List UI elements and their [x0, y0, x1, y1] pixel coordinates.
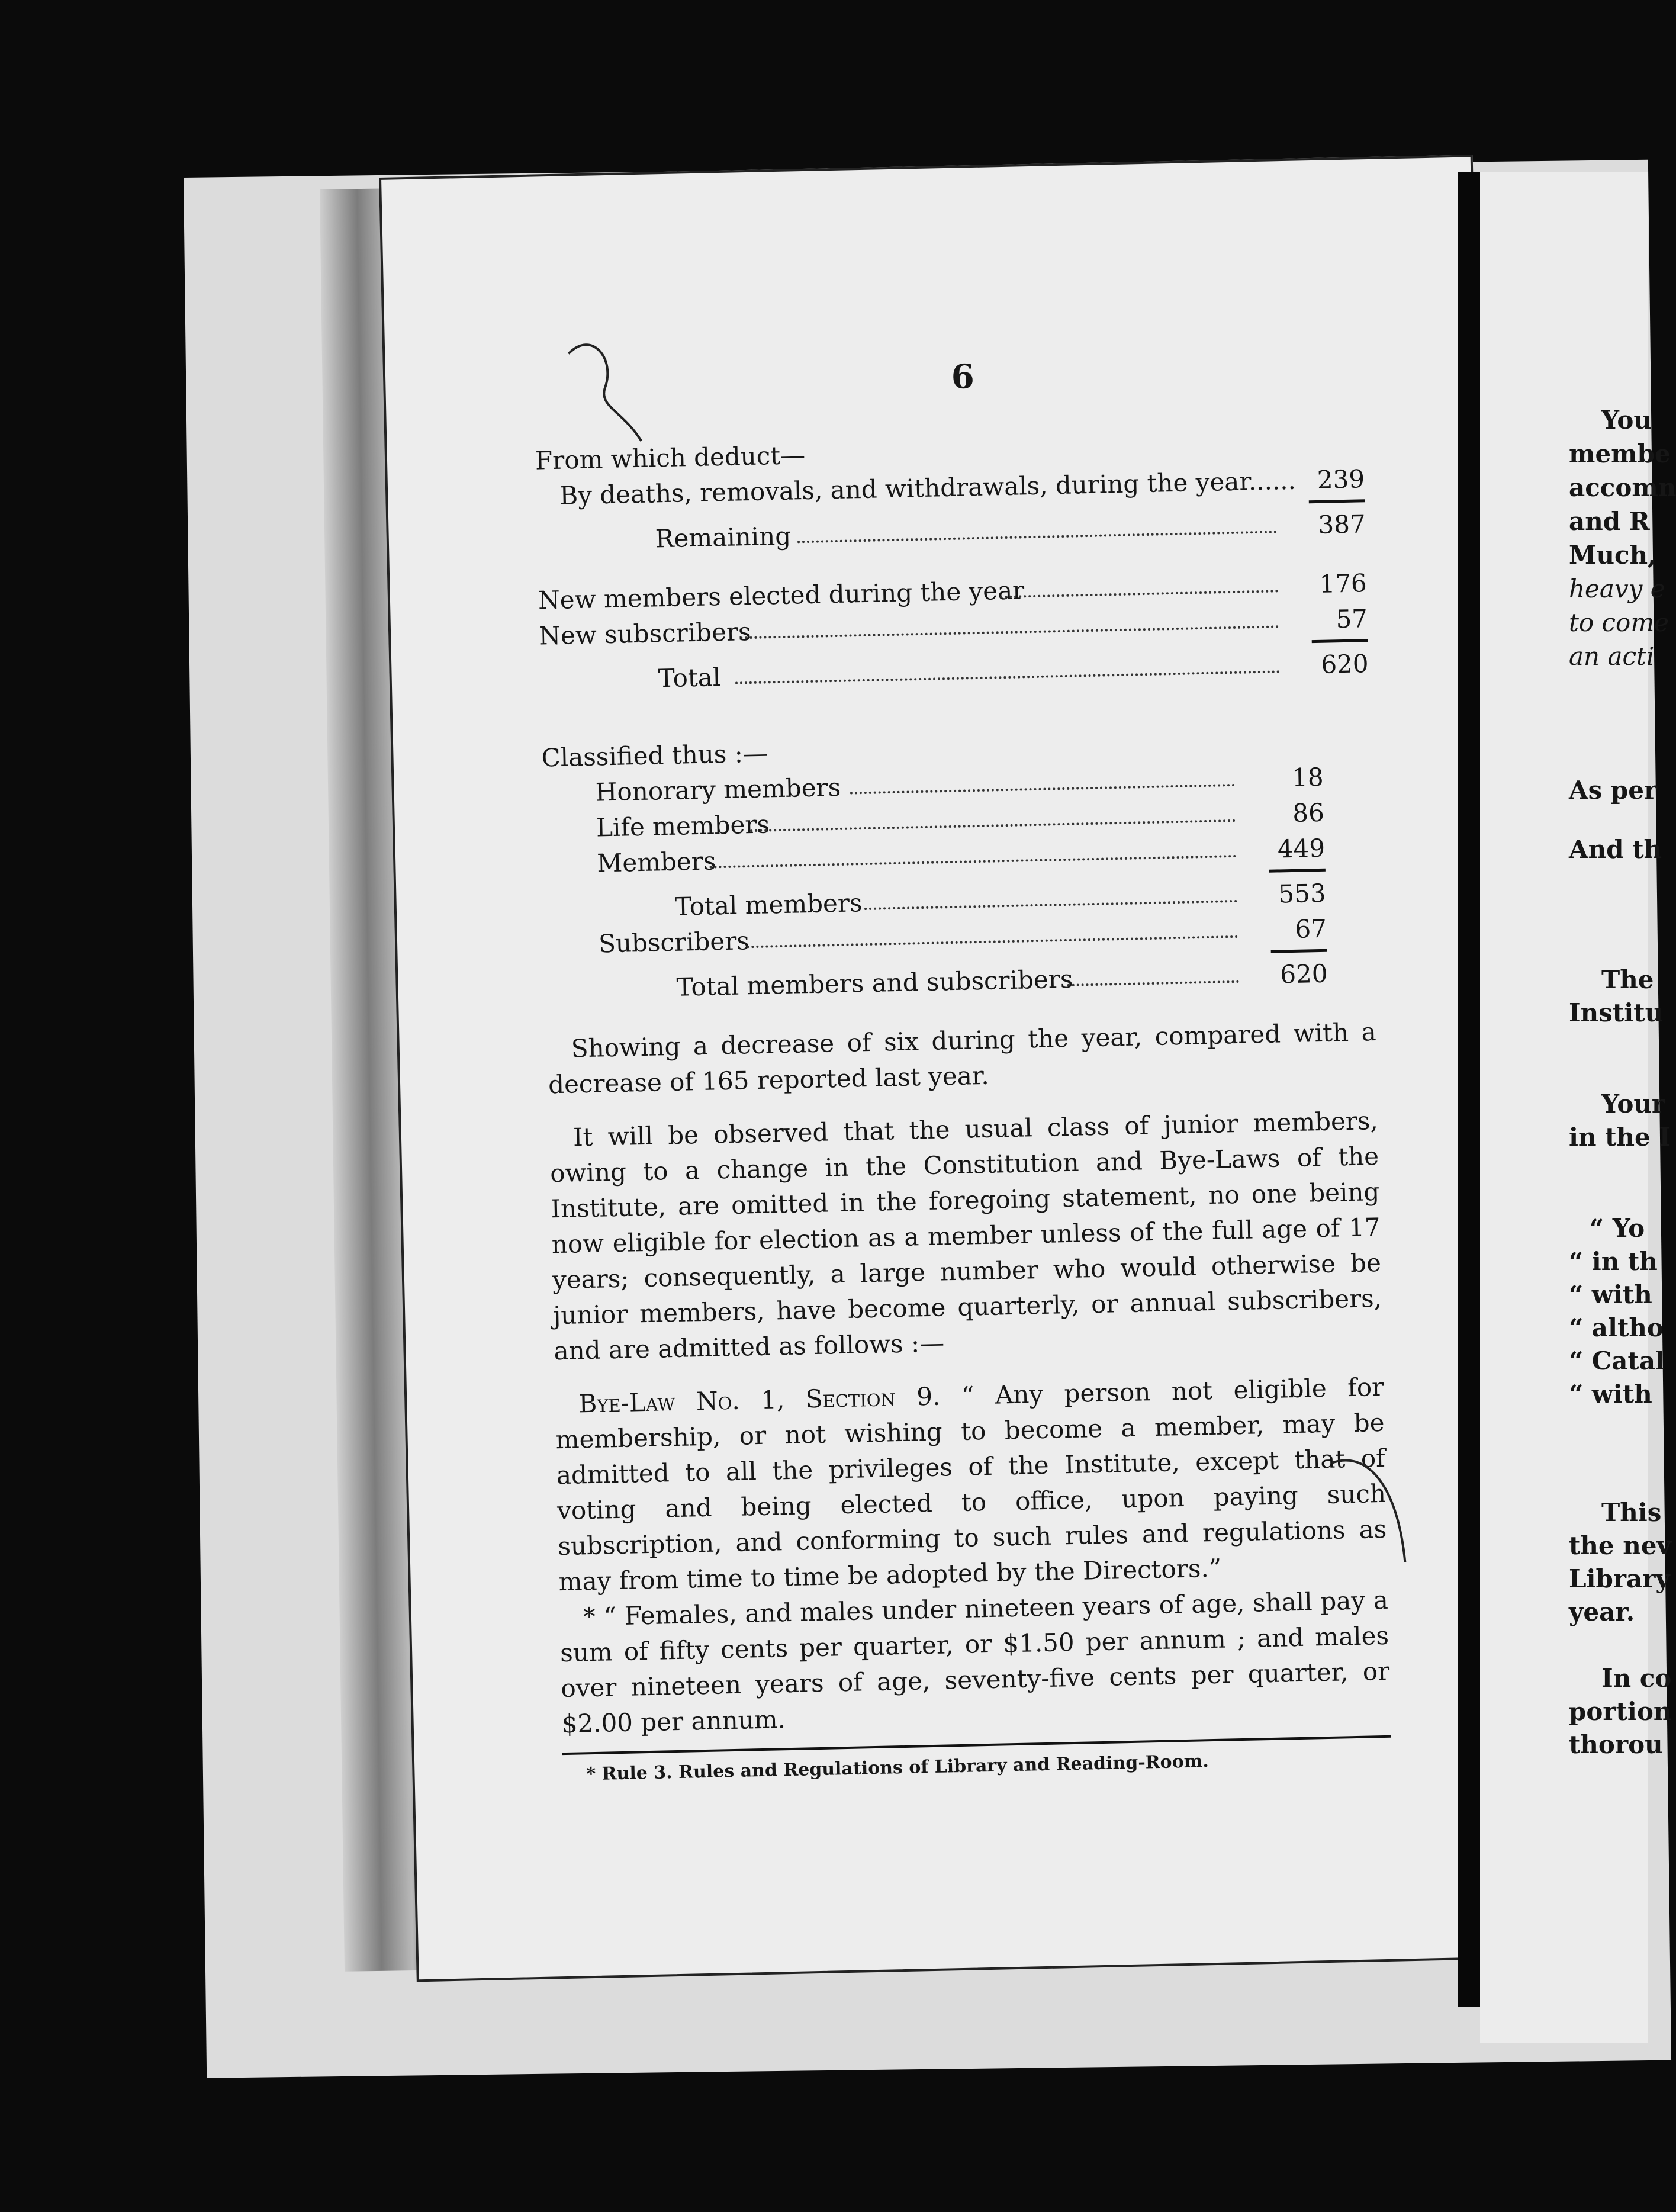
- fragment-line: an acti: [1569, 642, 1655, 671]
- fragment-line: As per: [1569, 776, 1658, 805]
- classified-heading: Classified thus :—: [541, 738, 768, 773]
- deductions-row: By deaths, removals, and withdrawals, during the year...... 239: [559, 464, 1365, 510]
- fragment-line: “ Catal: [1569, 1346, 1665, 1375]
- fragment-line: year.: [1569, 1597, 1635, 1626]
- sum-rule: [1269, 869, 1326, 873]
- fragment-line: portion: [1569, 1697, 1672, 1726]
- fragment-line: In co: [1601, 1664, 1672, 1693]
- total-members-and-subscribers-row: Total members and subscribers 620: [676, 959, 1328, 1002]
- byelaw-label: Bye-Law No. 1, Section 9.: [578, 1381, 941, 1419]
- remaining-row: Remaining 387: [655, 509, 1366, 554]
- rule-quote: * “ Females, and males under nineteen years of age, shall pay a sum of fifty cents per quarter, or $1.50 per annum ; and males over nineteen years of age, seventy-five cents per quarter, or $2.00 per annum.: [559, 1585, 1390, 1739]
- members-row: Members 449: [596, 833, 1326, 878]
- fragment-line: And th: [1569, 835, 1662, 864]
- pen-scribble: [1331, 1449, 1417, 1570]
- fragment-line: accomn: [1569, 473, 1676, 502]
- fragment-line: to come: [1569, 608, 1669, 637]
- fragment-line: “ with: [1569, 1280, 1652, 1309]
- sum-rule: [1271, 949, 1327, 953]
- book-gutter: [1458, 172, 1480, 2007]
- footnote: * Rule 3. Rules and Regulations of Library and Reading-Room.: [586, 1751, 1209, 1785]
- fragment-line: Much,: [1569, 541, 1656, 570]
- decrease-paragraph: Showing a decrease of six during the year, compared with a decrease of 165 reported last year.: [548, 1017, 1377, 1099]
- left-page: [379, 155, 1510, 1982]
- fragment-line: “ Yo: [1590, 1214, 1645, 1243]
- fragment-line: The: [1601, 965, 1654, 994]
- fragment-line: “ altho: [1569, 1313, 1664, 1342]
- fragment-line: heavy e: [1569, 574, 1665, 603]
- fragment-line: Your: [1601, 1089, 1665, 1118]
- sum-rule: [1312, 639, 1368, 643]
- new-members-row: New members elected during the year 176: [538, 568, 1368, 615]
- fragment-line: This: [1601, 1498, 1662, 1527]
- pen-scribble: [556, 334, 654, 454]
- fragment-line: membe: [1569, 439, 1671, 468]
- new-subscribers-row: New subscribers 57: [538, 604, 1368, 651]
- deduct-heading: From which deduct—: [535, 441, 806, 475]
- total-row: Total 620: [658, 649, 1369, 693]
- sum-rule: [1309, 499, 1365, 503]
- fragment-line: the nev: [1569, 1531, 1671, 1560]
- page-number: 6: [951, 357, 975, 397]
- fragment-line: “ with: [1569, 1380, 1652, 1409]
- fragment-line: Library: [1569, 1564, 1670, 1593]
- fragment-line: in the I: [1569, 1123, 1671, 1152]
- byelaw-quote: [555, 1369, 1388, 1600]
- life-members-row: Life members 86: [596, 798, 1325, 843]
- observation-paragraph: It will be observed that the usual class of junior members, owing to a change in the Constitution and Bye-Laws of the Institute, are omitted in the foregoing statement, no one being now eligible for election as a member unless of the full age of 17 years; consequently, a large number who would otherwise be junior members, have become quarterly, or annual subscribers, and are admitted as follows :—: [549, 1106, 1382, 1366]
- fragment-line: thorou: [1569, 1730, 1663, 1759]
- fragment-line: You: [1601, 406, 1652, 435]
- report-table: [535, 426, 1391, 1787]
- total-members-row: Total members 553: [674, 878, 1327, 921]
- subscribers-row: Subscribers 67: [598, 914, 1327, 959]
- honorary-row: Honorary members 18: [595, 762, 1324, 807]
- fragment-line: “ in th: [1569, 1247, 1658, 1276]
- right-page-fragment: [1480, 172, 1676, 2043]
- byelaw-text: “ Any person not eligible for membership, or not wishing to become a member, may be admitted to all the privileges of the Institute, except that of voting and being elected to office, upon paying such subscription, and conforming to such rules and regulations as may from time to time be adopted by the Directors.”: [555, 1372, 1387, 1597]
- fragment-line: and R: [1569, 507, 1650, 536]
- fragment-line: Institu: [1569, 998, 1664, 1027]
